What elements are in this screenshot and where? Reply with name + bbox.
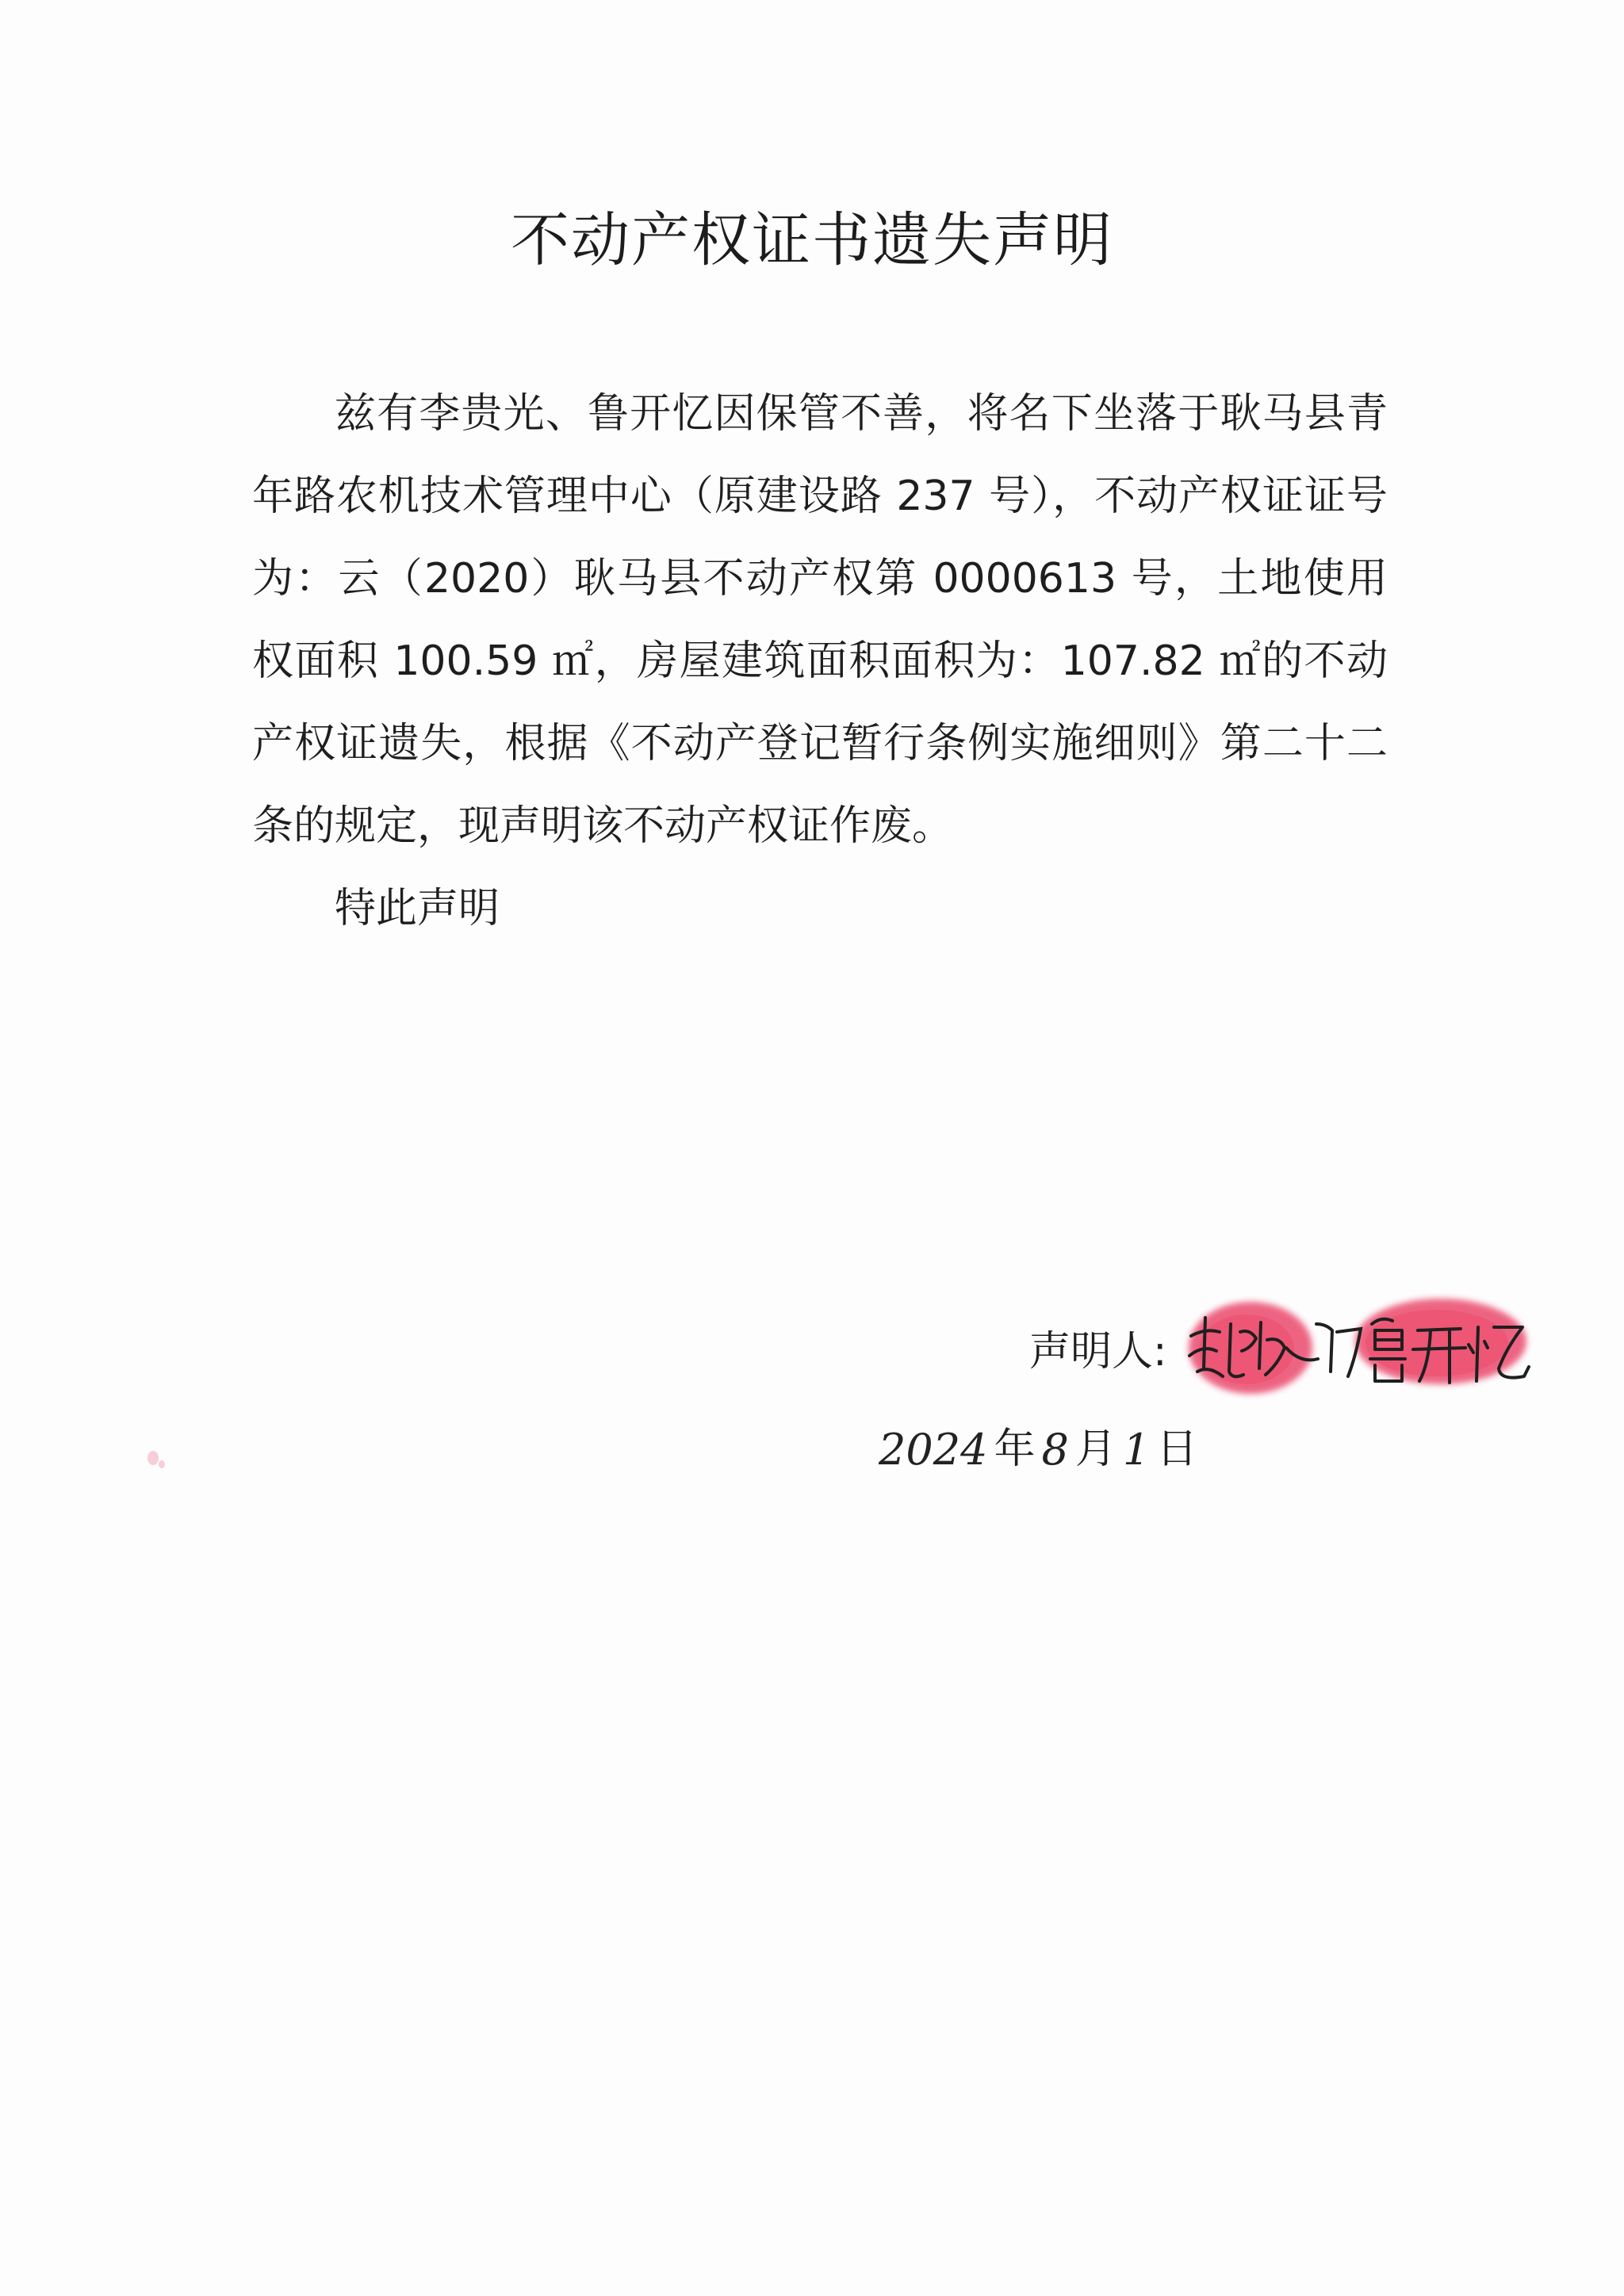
date-year-unit: 年 [994,1425,1036,1473]
signature-fingerprint-image [1167,1292,1548,1411]
ink-speck [159,1460,165,1468]
date-month-unit: 月 [1074,1425,1116,1473]
date-year: 2024 [879,1425,988,1475]
closing-phrase: 特此声明 [335,885,500,932]
declaration-date [879,1403,1204,1475]
date-day: 1 [1122,1425,1151,1475]
document-title: 不动产权证书遗失声明 [511,206,1113,274]
signature-block [1167,1292,1548,1411]
date-day-unit: 日 [1156,1425,1198,1473]
statement-paragraph: 兹有李贵光、鲁开忆因保管不善，将名下坐落于耿马县青年路农机技术管理中心（原建设路 237 号），不动产权证证号为：云（2020）耿马县不动产权第 0000613 号，土地使用权面积 100.59 ㎡，房屋建筑面积面积为：107.82 ㎡的不动产权证遗失，根据《不动产登记暂行条例实施细则》第二十二条的规定，现声明该不动产权证作废。 [252,390,1388,850]
ink-speck [147,1451,159,1465]
statement-body [252,373,1388,950]
date-month: 8 [1041,1425,1069,1475]
declarant-label: 声明人: [1029,1328,1167,1376]
declarant-row [1029,1308,1548,1395]
